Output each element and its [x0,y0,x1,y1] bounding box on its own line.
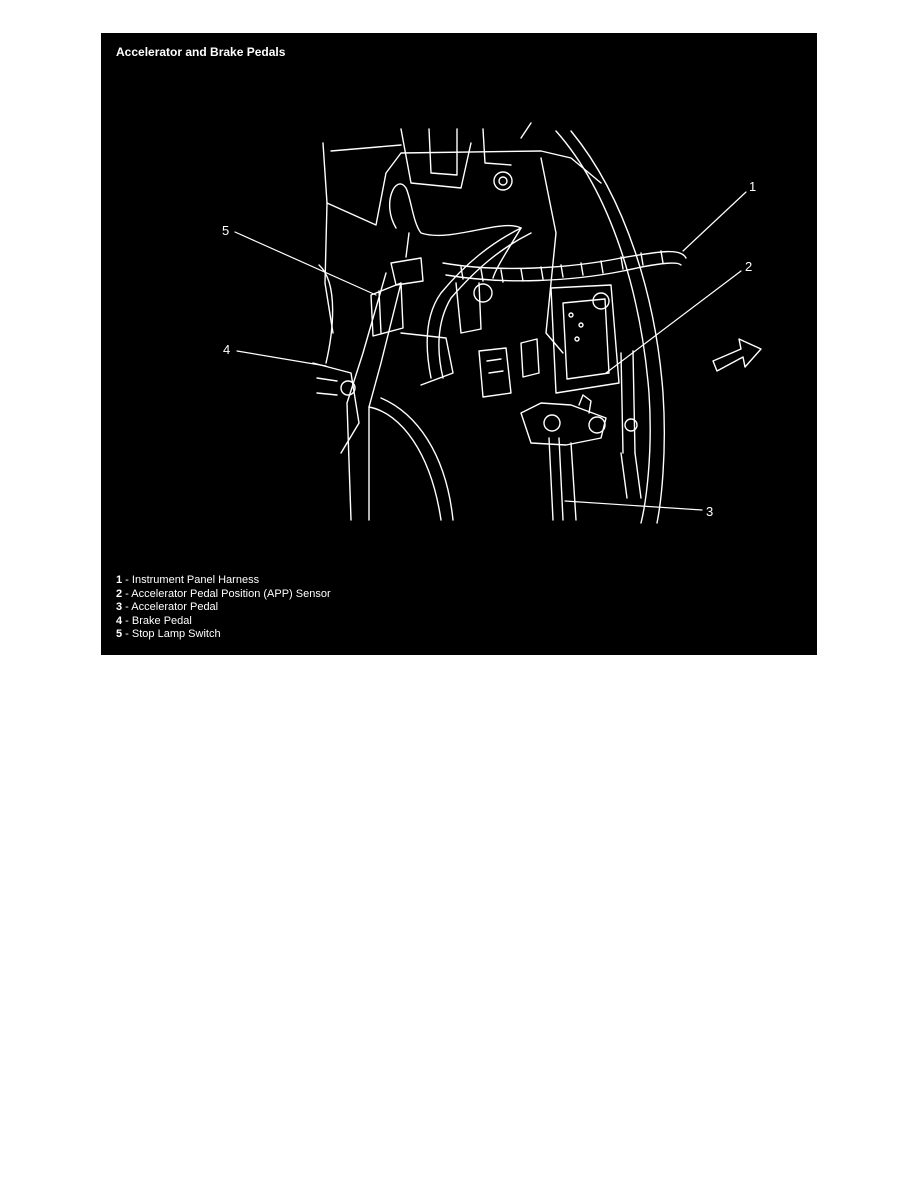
left-panel [313,265,359,453]
callout-number-2: 2 [745,259,753,274]
legend-item: 1 - Instrument Panel Harness [116,574,260,586]
callout-numbers [222,179,756,519]
forward-arrow-icon [713,339,761,371]
legend-item: 5 - Stop Lamp Switch [116,628,221,640]
callout-number-3: 3 [706,504,714,519]
callout-number-5: 5 [222,223,230,238]
legend-item: 2 - Accelerator Pedal Position (APP) Sensor [116,587,331,600]
leader-lines [235,192,746,510]
upper-bracket [323,123,664,523]
callout-number-4: 4 [223,342,231,357]
pedal-assembly-illustration [101,33,817,655]
figure-title: Accelerator and Brake Pedals [116,45,286,59]
legend-item: 4 - Brake Pedal [116,614,192,627]
stop-lamp-switch [371,233,423,336]
callout-legend [116,574,331,642]
brake-pedal-arm [347,273,481,520]
legend-item: 3 - Accelerator Pedal [116,601,219,613]
callout-number-1: 1 [749,179,757,194]
diagram-figure [101,33,817,655]
